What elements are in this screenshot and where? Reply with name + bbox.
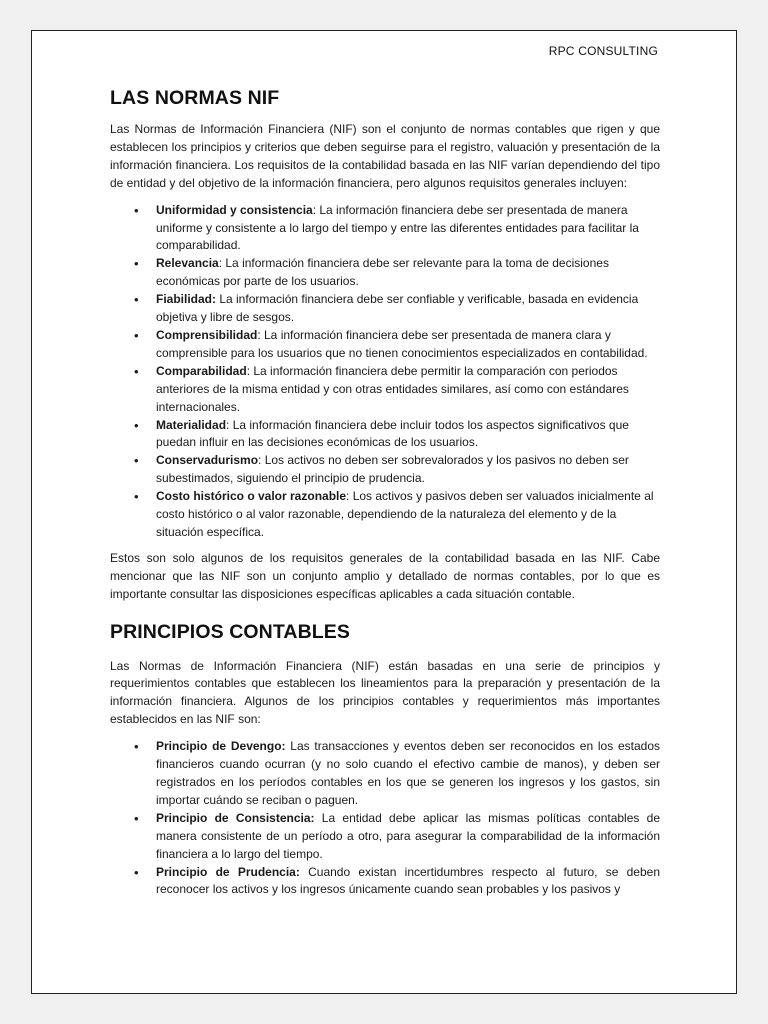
running-header-company: RPC CONSULTING [548, 44, 658, 58]
bullet-icon: • [134, 489, 139, 505]
section-intro: Las Normas de Información Financiera (NIF) están basadas en una serie de principios y requerimientos contables que establecen los lineamientos para la preparación y presentación de la información financiera. Algunos de los principios contables y requerimientos más importantes establecidos en las NIF son: [110, 658, 660, 727]
item-term: Principio de Devengo: [156, 739, 286, 754]
requirements-list [110, 202, 660, 542]
item-term: Uniformidad y consistencia [156, 202, 313, 217]
item-text: : La información financiera debe ser presentada de manera clara y comprensible para los usuarios que no tienen conocimientos especializados en contabilidad. [156, 327, 648, 360]
bullet-icon: • [134, 739, 139, 755]
item-text: : Los activos no deben ser sobrevalorados y los pasivos no deben ser subestimados, siguiendo el principio de prudencia. [156, 453, 629, 486]
bullet-icon: • [134, 256, 139, 272]
list-item [134, 363, 660, 417]
item-text: : La información financiera debe permitir la comparación con periodos anteriores de la misma entidad y con otras entidades similares, así como con estándares internacionales. [156, 363, 629, 414]
list-item [134, 327, 660, 363]
bullet-icon: • [134, 292, 139, 308]
document-page [31, 30, 737, 994]
list-item [134, 864, 661, 900]
item-term: Costo histórico o valor razonable [156, 489, 347, 504]
item-term: Relevancia [156, 256, 219, 271]
section-normas-nif [110, 87, 660, 604]
bullet-icon: • [134, 202, 139, 218]
list-item [134, 738, 661, 810]
item-term: Principio de Consistencia: [156, 810, 315, 825]
section-intro: Las Normas de Información Financiera (NIF) son el conjunto de normas contables que rigen y que establecen los principios y criterios que deben seguirse para el registro, valuación y presentación de la información financiera. Los requisitos de la contabilidad basada en las NIF varían dependiendo del tipo de entidad y del objetivo de la información financiera, pero algunos requisitos generales incluyen: [110, 122, 660, 190]
item-text: La entidad debe aplicar las mismas políticas contables de manera consistente de un período a otro, para asegurar la comparabilidad de la información financiera a lo largo del tiempo. [156, 810, 660, 861]
list-item [134, 202, 660, 256]
item-term: Principio de Prudencia: [156, 864, 300, 879]
list-item [134, 417, 660, 453]
item-text: : Los activos y pasivos deben ser valuados inicialmente al costo histórico o al valor razonable, dependiendo de la naturaleza del elemento y de la situación específica. [156, 489, 654, 539]
section-principios-contables [110, 621, 660, 900]
item-term: Materialidad [156, 417, 227, 432]
item-term: Comprensibilidad [156, 327, 258, 342]
bullet-icon: • [134, 810, 139, 826]
bullet-icon: • [134, 327, 139, 343]
list-item [134, 255, 660, 291]
list-item [134, 291, 660, 327]
item-text: Cuando existan incertidumbres respecto al futuro, se deben reconocer los activos y los ingresos únicamente cuando sean probables y los pasivos y [156, 864, 661, 897]
item-text: : La información financiera debe ser presentada de manera uniforme y consistente a lo largo del tiempo y entre las diferentes entidades para facilitar la comparabilidad. [156, 202, 639, 253]
principles-list [110, 738, 660, 899]
section-title: PRINCIPIOS CONTABLES [110, 620, 350, 643]
bullet-icon: • [134, 363, 139, 379]
item-text: : La información financiera debe incluir todos los aspectos significativos que puedan influir en las decisiones económicas de los usuarios. [156, 417, 629, 450]
list-item [134, 488, 660, 542]
section-outro: Estos son solo algunos de los requisitos generales de la contabilidad basada en las NIF. Cabe mencionar que las NIF son un conjunto amplio y detallado de normas contables, por lo que es importante consultar las disposiciones específicas aplicables a cada situación contable. [110, 550, 660, 601]
list-item [134, 810, 660, 864]
item-text: Las transacciones y eventos deben ser reconocidos en los estados financieros cuando ocurran (y no solo cuando el efectivo cambie de manos), y deben ser registrados en los períodos contables en los que se generen los ingresos y los gastos, sin importar cuándo se reciban o paguen. [156, 739, 661, 807]
item-text: La información financiera debe ser confiable y verificable, basada en evidencia objetiva y libre de sesgos. [156, 292, 639, 325]
bullet-icon: • [134, 453, 139, 469]
item-term: Conservadurismo [156, 453, 259, 468]
page-content [110, 87, 660, 899]
bullet-icon: • [134, 417, 139, 433]
bullet-icon: • [134, 864, 139, 880]
item-term: Fiabilidad: [156, 292, 216, 307]
item-term: Comparabilidad [156, 363, 247, 378]
list-item [134, 452, 660, 488]
section-title: LAS NORMAS NIF [110, 87, 280, 109]
item-text: : La información financiera debe ser relevante para la toma de decisiones económicas por parte de los usuarios. [156, 256, 609, 289]
